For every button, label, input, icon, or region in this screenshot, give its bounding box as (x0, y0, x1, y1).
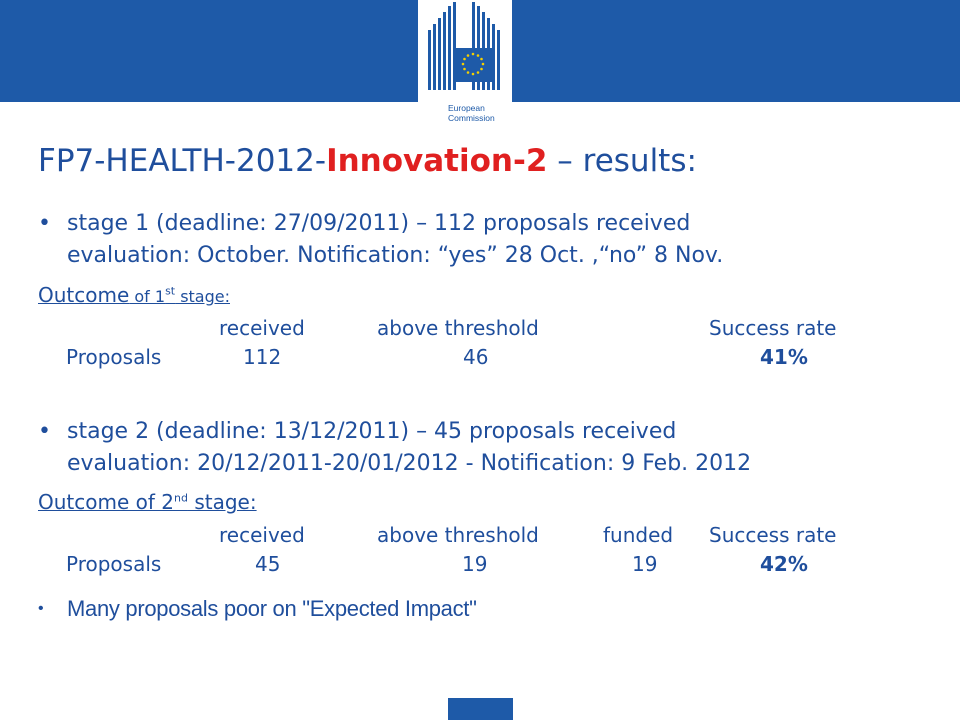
stage1-header-received: received (219, 316, 305, 340)
stage2-rate-value: 42% (760, 552, 808, 576)
stage1-row-label: Proposals (66, 345, 162, 369)
stage2-line1: stage 2 (deadline: 13/12/2011) – 45 proposals received (67, 419, 677, 444)
title-prefix: FP7-HEALTH-2012- (38, 143, 327, 179)
logo-line-2: Commission (448, 113, 495, 123)
title-highlight: Innovation-2 (326, 143, 548, 179)
stage2-outcome-heading (38, 490, 257, 514)
outcome-stage: stage: (175, 287, 230, 306)
stage1-header-above: above threshold (377, 316, 539, 340)
outcome-stage: stage: (187, 490, 257, 514)
berlaymont-building-icon (418, 0, 512, 102)
outcome-ordinal: nd (174, 491, 188, 505)
stage1-line1: stage 1 (deadline: 27/09/2011) – 112 proposals received (67, 211, 691, 236)
stage2-funded-value: 19 (632, 552, 658, 576)
stage1-header-rate: Success rate (709, 316, 837, 340)
bullet-marker: • (38, 211, 51, 236)
stage2-header-funded: funded (603, 523, 674, 547)
stage1-rate-value: 41% (760, 345, 808, 369)
outcome-word: Outcome (38, 283, 130, 307)
stage2-above-value: 19 (462, 552, 488, 576)
stage2-line2: evaluation: 20/12/2011-20/01/2012 - Notification: 9 Feb. 2012 (67, 451, 752, 476)
bullet-marker: • (38, 600, 44, 617)
stage2-header-received: received (219, 523, 305, 547)
stage1-outcome-heading (38, 283, 230, 307)
outcome-text: Outcome of 2 (38, 490, 174, 514)
bullet-marker: • (38, 419, 51, 444)
stage2-header-rate: Success rate (709, 523, 837, 547)
page-title (38, 143, 697, 179)
stage2-received-value: 45 (255, 552, 281, 576)
stage2-header-above: above threshold (377, 523, 539, 547)
logo-wordmark (418, 103, 512, 123)
outcome-of: of 1 (129, 287, 166, 306)
stage1-above-value: 46 (463, 345, 489, 369)
stage1-line2: evaluation: October. Notification: “yes” 28 Oct. ,“no” 8 Nov. (67, 243, 724, 268)
title-suffix: – results: (547, 143, 697, 179)
eu-flag-strip (448, 698, 513, 720)
outcome-ordinal: st (165, 284, 176, 298)
stage2-row-label: Proposals (66, 552, 162, 576)
note-text: Many proposals poor on "Expected Impact" (67, 596, 477, 621)
stage1-received-value: 112 (243, 345, 282, 369)
logo-line-1: European (448, 103, 485, 113)
